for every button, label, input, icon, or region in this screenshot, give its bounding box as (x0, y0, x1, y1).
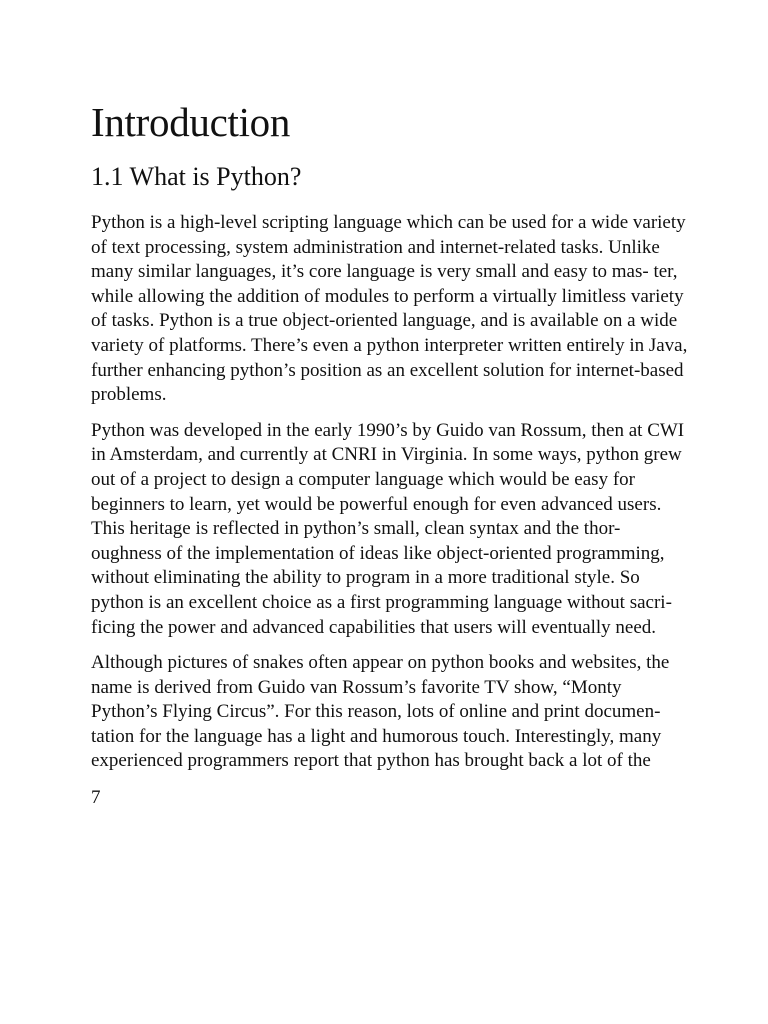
chapter-title: Introduction (91, 99, 291, 145)
page-number: 7 (91, 787, 101, 809)
document-page (91, 96, 691, 810)
paragraph-2: Python was developed in the early 1990’s by Guido van Rossum, then at CWI in Amsterdam, and currently at CNRI in Virginia. In some ways, python grew out of a project to design a computer language which would be easy for beginners to learn, yet would be powerful enough for even advanced users. This heritage is reflected in python’s small, clean syntax and the thor- oughness of the implementation of ideas like object-oriented programming, without eliminating the ability to program in a more traditional style. So python is an excellent choice as a first programming language without sacri- ficing the power and advanced capabilities that users will eventually need. (91, 419, 685, 638)
section-title: 1.1 What is Python? (91, 162, 302, 191)
paragraph-3: Although pictures of snakes often appear on python books and websites, the name is derived from Guido van Rossum’s favorite TV show, “Monty Python’s Flying Circus”. For this reason, lots of online and print documen- tation for the language has a light and humorous touch. Interestingly, many experienced programmers report that python has brought back a lot of the (91, 652, 670, 772)
paragraph-1: Python is a high-level scripting language which can be used for a wide variety of text processing, system administration and internet-related tasks. Unlike many similar languages, it’s core language is very small and easy to mas- ter, while allowing the addition of modules to perform a virtually limitless variety of tasks. Python is a true object-oriented language, and is available on a wide variety of platforms. There’s even a python interpreter written entirely in Java, further enhancing python’s position as an excellent solution for internet-based problems. (91, 212, 688, 406)
